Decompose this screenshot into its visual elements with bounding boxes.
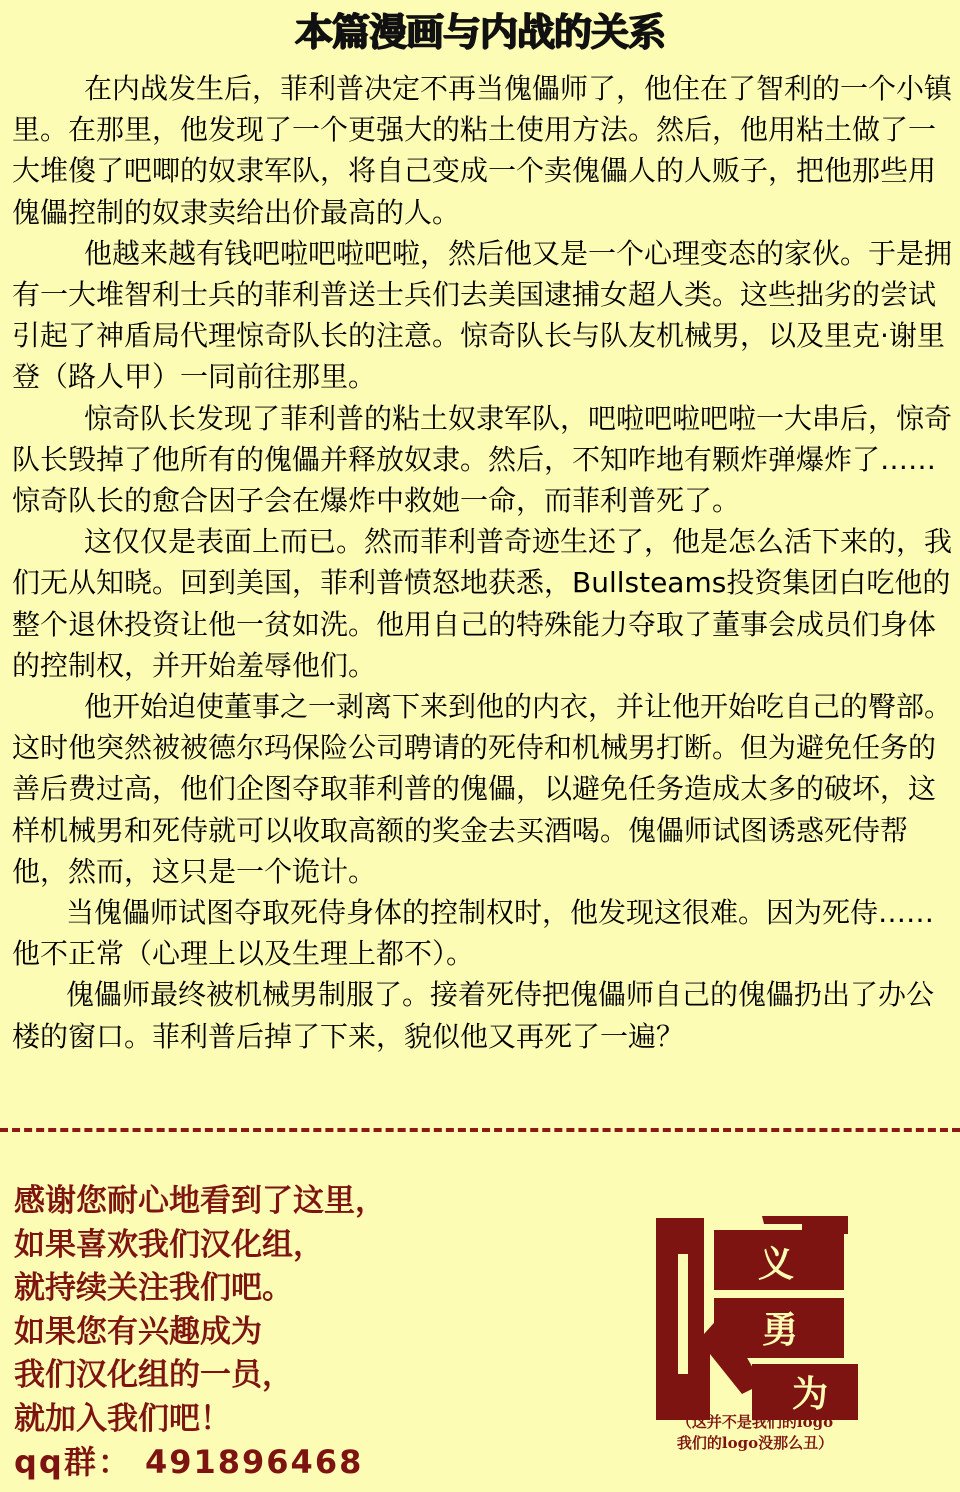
thanks-line: 感谢您耐心地看到了这里， <box>14 1183 386 1219</box>
logo-char-3: 为 <box>791 1374 829 1415</box>
qq-group-number: qq群： 491896468 <box>14 1443 364 1481</box>
logo-note-line: （这并不是我们的logo <box>676 1413 834 1431</box>
paragraph-1: 在内战发生后，菲利普决定不再当傀儡师了，他住在了智利的一个小镇里。在那里，他发现了一个更强大的粘土使用方法。然后，他用粘土做了一大堆傻了吧唧的奴隶军队，将自己变成一个卖傀儡人的人贩子，把他那些用傀儡控制的奴隶卖给出价最高的人。 <box>12 72 953 229</box>
thanks-message <box>14 1180 614 1485</box>
paragraph-6: 当傀儡师试图夺取死侍身体的控制权时，他发现这很难。因为死侍……他不正常（心理上以及生理上都不）。 <box>12 896 935 971</box>
dashed-divider <box>0 1128 960 1146</box>
thanks-line: 我们汉化组的一员， <box>14 1357 293 1393</box>
paragraph-4: 这仅仅是表面上而已。然而菲利普奇迹生还了，他是怎么活下来的，我们无从知晓。回到美国，菲利普愤怒地获悉，Bullsteams投资集团白吃他的整个退休投资让他一贫如洗。他用自己的特殊能力夺取了董事会成员们身体的控制权，并开始羞辱他们。 <box>12 525 953 682</box>
logo-note-line: 我们的logo没那么丑） <box>676 1434 834 1452</box>
thanks-line: 就加入我们吧！ <box>14 1400 231 1437</box>
page-title: 本篇漫画与内战的关系 <box>294 10 665 54</box>
thanks-line: 如果喜欢我们汉化组， <box>14 1226 324 1263</box>
group-logo-icon <box>652 1214 862 1424</box>
logo-char-1: 义 <box>757 1244 795 1285</box>
logo-char-2: 勇 <box>761 1310 799 1351</box>
article-body <box>12 68 958 1057</box>
logo-note <box>630 1412 880 1454</box>
paragraph-2: 他越来越有钱吧啦吧啦吧啦，然后他又是一个心理变态的家伙。于是拥有一大堆智利士兵的菲利普送士兵们去美国逮捕女超人类。这些拙劣的尝试引起了神盾局代理惊奇队长的注意。惊奇队长与队友机械男，以及里克·谢里登（路人甲）一同前往那里。 <box>12 236 953 394</box>
paragraph-5: 他开始迫使董事之一剥离下来到他的内衣，并让他开始吃自己的臀部。这时他突然被被德尔玛保险公司聘请的死侍和机械男打断。但为避免任务的善后费过高，他们企图夺取菲利普的傀儡，以避免任务造成太多的破坏，这样机械男和死侍就可以收取高额的奖金去买酒喝。傀儡师试图诱惑死侍帮他，然而，这只是一个诡计。 <box>12 690 953 888</box>
thanks-line: 就持续关注我们吧。 <box>14 1270 293 1306</box>
thanks-line: 如果您有兴趣成为 <box>14 1313 262 1350</box>
paragraph-7: 傀儡师最终被机械男制服了。接着死侍把傀儡师自己的傀儡扔出了办公楼的窗口。菲利普后掉了下来，貌似他又再死了一遍？ <box>12 978 935 1053</box>
paragraph-3: 惊奇队长发现了菲利普的粘土奴隶军队，吧啦吧啦吧啦一大串后，惊奇队长毁掉了他所有的傀儡并释放奴隶。然后，不知咋地有颗炸弹爆炸了……惊奇队长的愈合因子会在爆炸中救她一命，而菲利普死了。 <box>12 401 953 518</box>
